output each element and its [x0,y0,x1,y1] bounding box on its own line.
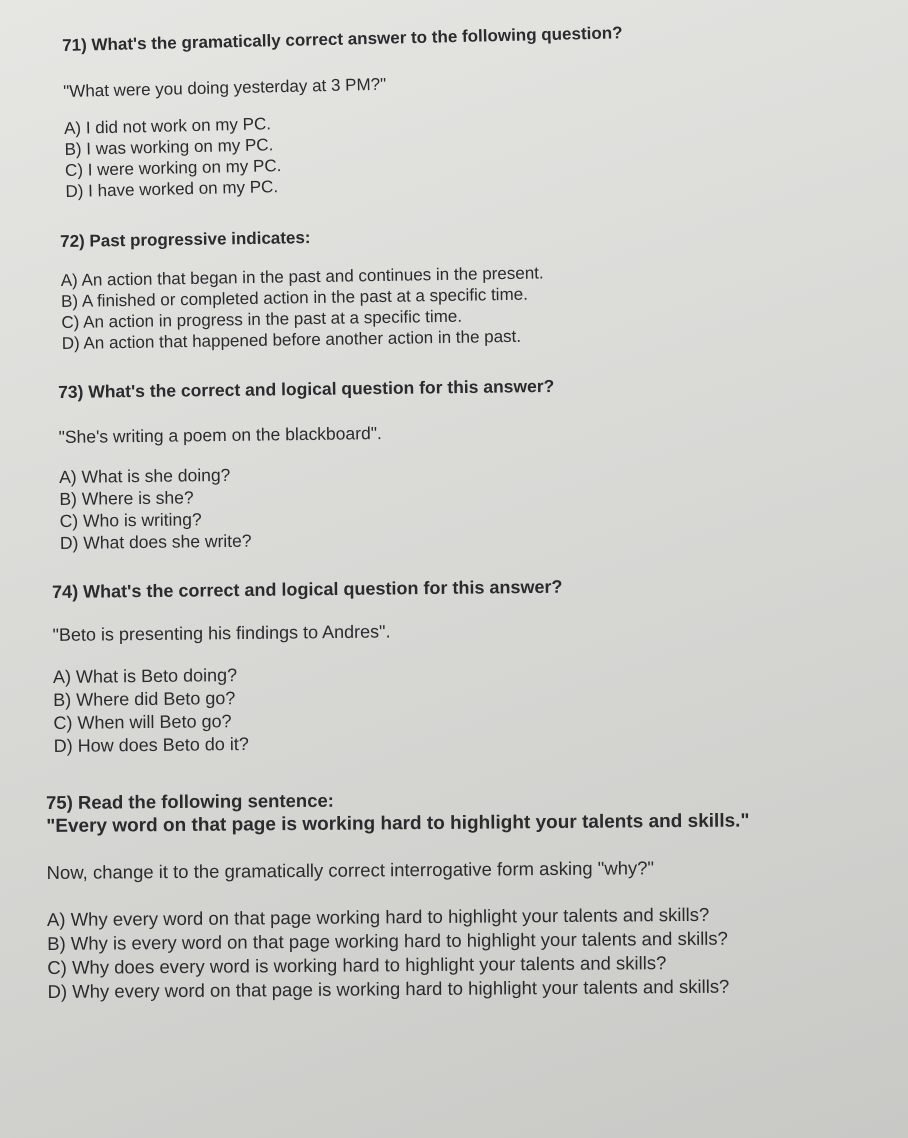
question-title: 71) What's the gramatically correct answer to the following question? [62,23,623,55]
option-d: D) How does Beto do it? [53,733,249,756]
option-a: A) What is Beto doing? [52,665,238,687]
answer-options [53,657,908,758]
option-a: A) What is she doing? [59,464,231,487]
question-prompt: "She's writing a poem on the blackboard". [58,423,382,447]
question-prompt: Now, change it to the gramatically correct interrogative form asking "why?" [46,857,655,883]
option-a: A) An action that began in the past and continues in the present. [60,263,544,290]
question-73 [58,371,908,553]
option-d: D) What does she write? [59,530,252,553]
answer-options [59,455,908,554]
question-72 [60,218,908,353]
option-b: B) Where did Beto go? [53,688,236,710]
answer-options [64,98,908,201]
question-prompt: "Beto is presenting his findings to Andres". [52,621,391,645]
option-b: B) Where is she? [59,487,194,509]
option-c: C) Who is writing? [59,509,202,531]
option-d: D) Why every word on that page is working hard to highlight your talents and skills? [47,975,730,1002]
option-d: D) An action that happened before another action in the past. [61,326,522,353]
option-c: C) An action in progress in the past at a specific time. [61,306,463,332]
question-71 [62,16,908,201]
question-sentence: "Every word on that page is working hard to highlight your talents and skills." [46,810,750,837]
option-a: A) I did not work on my PC. [63,114,272,138]
option-c: C) I were working on my PC. [64,156,282,180]
answer-options [47,901,908,1004]
question-title: 74) What's the correct and logical question for this answer? [52,576,563,602]
option-b: B) I was working on my PC. [64,135,274,159]
question-75 [46,785,908,1004]
option-a: A) Why every word on that page working hard to highlight your talents and skills? [46,903,710,930]
option-d: D) I have worked on my PC. [65,177,279,201]
option-c: C) Why does every word is working hard to highlight your talents and skills? [47,952,667,978]
answer-options [61,256,908,353]
option-c: C) When will Beto go? [53,711,232,733]
question-prompt: "What were you doing yesterday at 3 PM?" [63,74,387,101]
option-b: B) Why is every word on that page working hard to highlight your talents and skills? [47,927,728,954]
question-title: 72) Past progressive indicates: [60,228,311,251]
question-title: 75) Read the following sentence: [46,789,334,813]
question-title: 73) What's the correct and logical question for this answer? [58,375,555,402]
option-b: B) A finished or completed action in the past at a specific time. [60,284,528,311]
question-74 [52,573,908,758]
